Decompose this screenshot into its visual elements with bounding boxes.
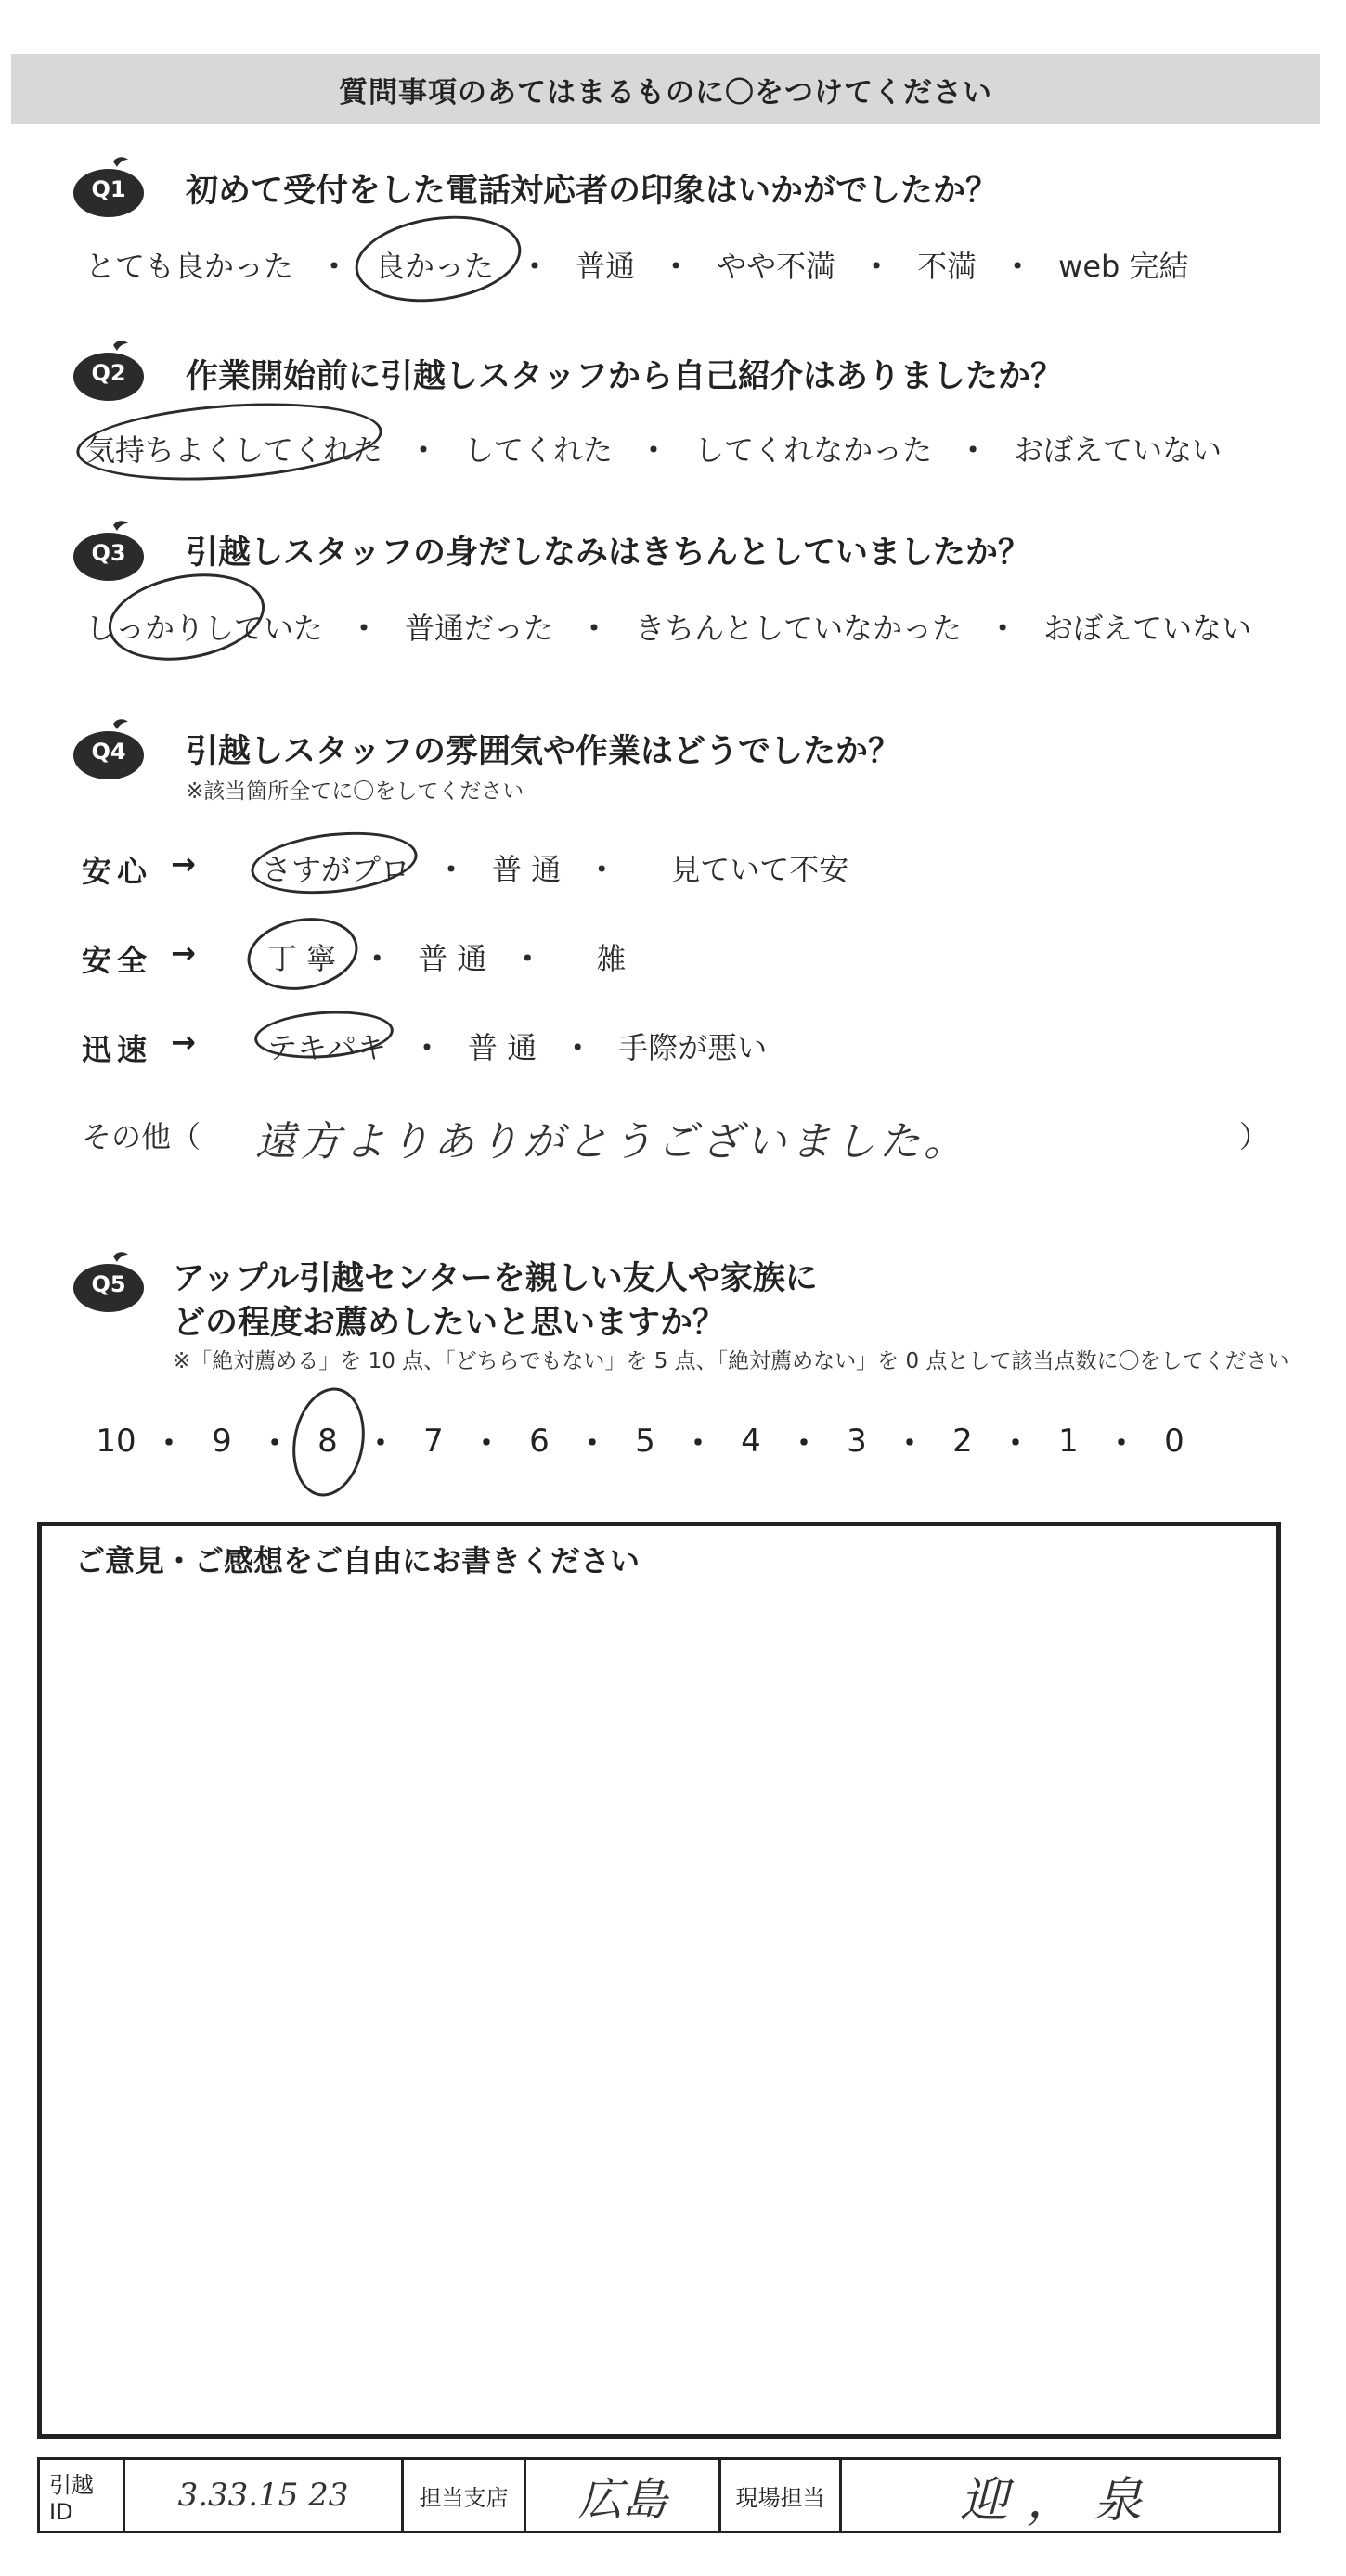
q2-options	[85, 427, 1222, 470]
q4-badge	[67, 718, 150, 783]
q2-badge-label: Q2	[91, 360, 126, 386]
separator-dot: ・	[587, 852, 617, 887]
q4-option-label: さすがプロ	[262, 852, 411, 887]
q4-row-anzen-options	[267, 935, 626, 978]
separator-dot: ・	[512, 941, 543, 976]
separator-dot: ・	[319, 249, 350, 284]
q4-other-handwriting: 遠方よりありがとうございました。	[255, 1118, 968, 1166]
q3-options	[85, 605, 1251, 648]
q1-option[interactable]: やや不満	[717, 249, 836, 284]
q3-text: 引越しスタッフの身だしなみはきちんとしていましたか？	[186, 535, 1031, 572]
separator-dot: ・	[788, 1425, 820, 1462]
q4-row-label-anshin: 安心	[82, 854, 153, 889]
q4-option[interactable]: 普 通	[468, 1030, 537, 1065]
comment-box-label: ご意見・ご感想をご自由にお書きください	[75, 1543, 641, 1578]
scale-option-label: 8	[317, 1422, 338, 1460]
separator-dot: ・	[988, 611, 1018, 646]
q2-badge	[67, 340, 150, 405]
q4-badge-label: Q4	[91, 739, 126, 765]
branch-value[interactable]: 広島	[526, 2460, 721, 2531]
scale-option[interactable]: 7	[423, 1422, 444, 1460]
q2-option-selected[interactable]	[85, 427, 382, 470]
q2-option[interactable]: してくれなかった	[694, 432, 933, 468]
separator-dot: ・	[1000, 1425, 1031, 1462]
q4-option-selected[interactable]	[267, 935, 336, 978]
q2-option-label: 気持ちよくしてくれた	[85, 432, 383, 468]
header-title: 質問事項のあてはまるものに〇をつけてください	[339, 75, 992, 109]
q4-option-label: テキパキ	[267, 1030, 387, 1065]
staff-value[interactable]: 迎，泉	[959, 2472, 1160, 2529]
q4-row-label-jinsoku: 迅速	[82, 1032, 153, 1067]
q1-badge	[67, 156, 150, 221]
scale-option[interactable]: 10	[96, 1422, 136, 1460]
q5-note: ※「絶対薦める」を 10 点、「どちらでもない」を 5 点、「絶対薦めない」を 0 点として該当点数に〇をしてください	[173, 1349, 1289, 1373]
separator-dot: ・	[408, 432, 439, 468]
separator-dot: ・	[861, 249, 892, 284]
q3-option-label: しっかりしていた	[85, 611, 324, 646]
q4-option[interactable]: 雑	[596, 941, 627, 976]
scale-option[interactable]: 5	[635, 1422, 655, 1460]
q4-option[interactable]: 普 通	[418, 941, 487, 976]
q3-option[interactable]: きちんとしていなかった	[635, 611, 963, 646]
separator-dot: ・	[349, 611, 380, 646]
q4-option[interactable]: 手際が悪い	[618, 1030, 768, 1065]
separator-dot: ・	[682, 1425, 714, 1462]
separator-dot: ・	[1003, 249, 1033, 284]
q1-option-label: 良かった	[375, 249, 495, 284]
comment-box[interactable]	[37, 1522, 1281, 2439]
q1-option[interactable]: web 完結	[1058, 249, 1189, 284]
q4-option[interactable]: 見ていて不安	[670, 852, 849, 887]
q4-text: 引越しスタッフの雰囲気や作業はどうでしたか？	[186, 733, 901, 770]
q1-option-selected[interactable]	[375, 243, 494, 286]
separator-dot: ・	[1106, 1425, 1137, 1462]
separator-dot: ・	[894, 1425, 925, 1462]
scale-option[interactable]: 0	[1164, 1422, 1184, 1460]
q3-badge	[67, 520, 150, 585]
separator-dot: ・	[958, 432, 989, 468]
move-id-value[interactable]: 3.33.15 23	[125, 2460, 404, 2531]
scale-option[interactable]: 2	[952, 1422, 973, 1460]
move-id-label: 引越 ID	[40, 2460, 125, 2531]
q1-option[interactable]: 不満	[917, 249, 977, 284]
separator-dot: ・	[436, 852, 467, 887]
q1-badge-label: Q1	[91, 176, 126, 202]
arrow-icon: →	[171, 1024, 196, 1060]
q3-option-selected[interactable]	[85, 605, 323, 648]
q5-badge-label: Q5	[91, 1271, 126, 1297]
separator-dot: ・	[661, 249, 692, 284]
q1-options	[85, 243, 1189, 286]
separator-dot: ・	[259, 1425, 291, 1462]
separator-dot: ・	[365, 1425, 396, 1462]
q5-badge	[67, 1251, 150, 1316]
q4-option-selected[interactable]	[267, 1024, 386, 1067]
q2-option[interactable]: してくれた	[464, 432, 614, 468]
footer-table	[37, 2457, 1281, 2533]
q4-other-close: ）	[1239, 1119, 1270, 1154]
q3-option[interactable]: おぼえていない	[1043, 611, 1252, 646]
arrow-icon: →	[171, 935, 196, 971]
scale-option[interactable]: 4	[741, 1422, 761, 1460]
separator-dot: ・	[362, 941, 393, 976]
q5-text-line1: アップル引越センターを親しい友人や家族に	[173, 1260, 818, 1297]
q4-note: ※該当箇所全てに〇をしてください	[186, 779, 524, 804]
q4-option[interactable]: 普 通	[492, 852, 562, 887]
q4-row-anshin-options	[262, 846, 848, 889]
q5-text-line2: どの程度お薦めしたいと思いますか？	[173, 1305, 726, 1342]
scale-option[interactable]: 3	[847, 1422, 867, 1460]
scale-option[interactable]: 6	[529, 1422, 550, 1460]
q1-option[interactable]: とても良かった	[85, 249, 294, 284]
q4-row-label-anzen: 安全	[82, 943, 153, 978]
separator-dot: ・	[576, 1425, 608, 1462]
q1-option[interactable]: 普通	[576, 249, 636, 284]
separator-dot: ・	[153, 1425, 185, 1462]
q4-other-label: その他（	[82, 1119, 201, 1154]
q3-badge-label: Q3	[91, 540, 126, 566]
q3-option[interactable]: 普通だった	[405, 611, 554, 646]
q2-text: 作業開始前に引越しスタッフから自己紹介はありましたか？	[186, 358, 1064, 395]
q4-option-selected[interactable]	[262, 846, 410, 889]
q5-scale	[93, 1418, 1197, 1463]
scale-option-selected[interactable]	[304, 1423, 351, 1460]
separator-dot: ・	[471, 1425, 502, 1462]
scale-option[interactable]: 9	[212, 1422, 232, 1460]
arrow-icon: →	[171, 846, 196, 882]
header-bar	[11, 54, 1320, 124]
q4-option-label: 丁 寧	[267, 941, 337, 976]
separator-dot: ・	[563, 1030, 593, 1065]
q4-row-jinsoku-options	[267, 1024, 767, 1067]
scale-option[interactable]: 1	[1058, 1422, 1079, 1460]
separator-dot: ・	[520, 249, 550, 284]
q2-option[interactable]: おぼえていない	[1014, 432, 1223, 468]
branch-label: 担当支店	[404, 2460, 526, 2531]
separator-dot: ・	[412, 1030, 443, 1065]
separator-dot: ・	[579, 611, 610, 646]
q1-text: 初めて受付をした電話対応者の印象はいかがでしたか？	[186, 173, 999, 210]
separator-dot: ・	[639, 432, 669, 468]
staff-label: 現場担当	[721, 2460, 842, 2531]
